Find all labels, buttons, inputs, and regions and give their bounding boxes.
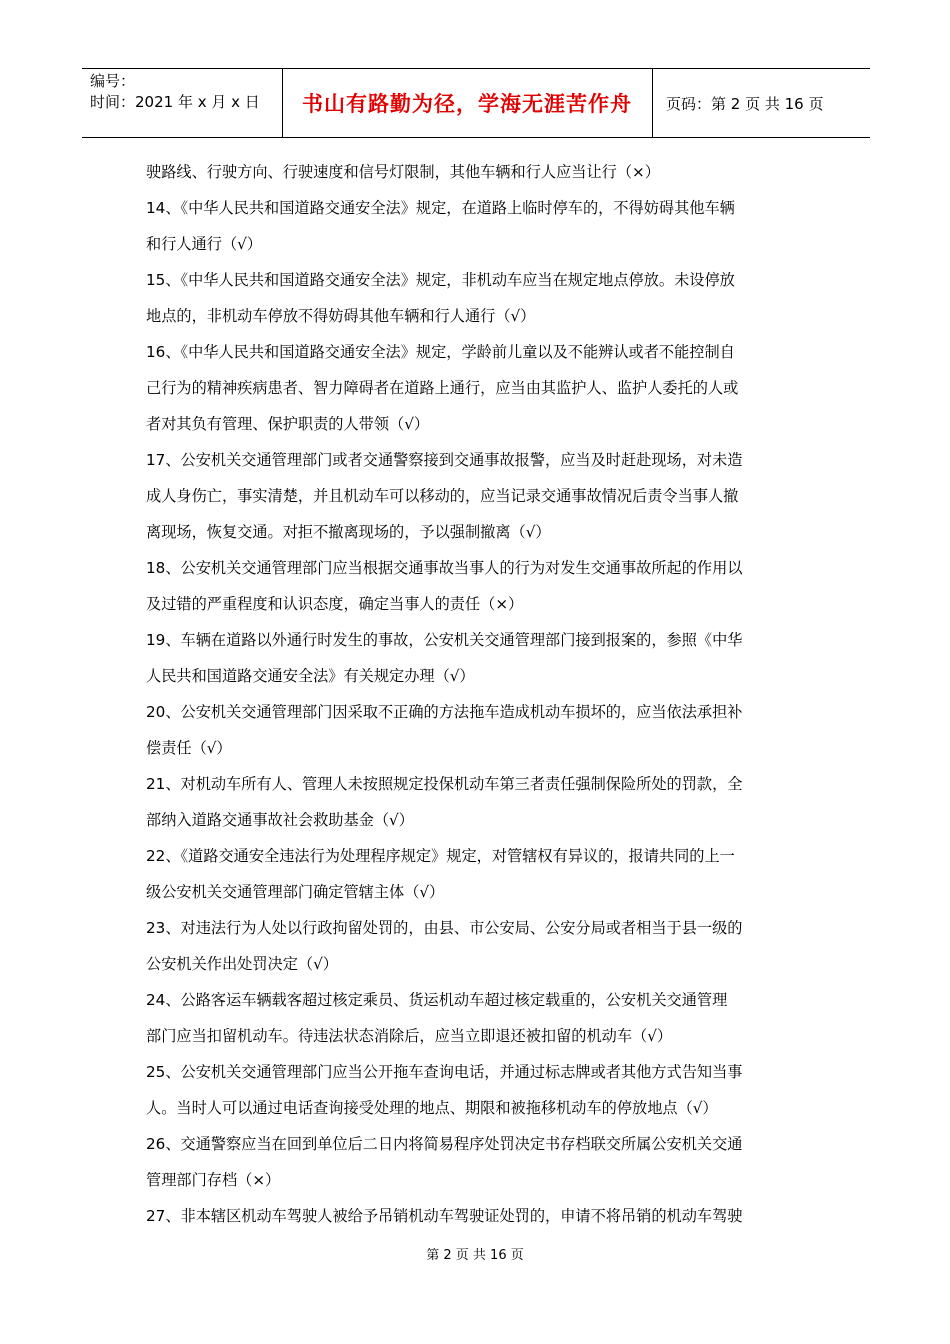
text-line: 18、公安机关交通管理部门应当根据交通事故当事人的行为对发生交通事故所起的作用以 (146, 559, 743, 577)
text-line: 驶路线、行驶方向、行驶速度和信号灯限制，其他车辆和行人应当让行（×） (146, 163, 660, 181)
text-line: 己行为的精神疾病患者、智力障碍者在道路上通行，应当由其监护人、监护人委托的人或 (146, 379, 739, 397)
text-line: 17、公安机关交通管理部门或者交通警察接到交通事故报警，应当及时赶赴现场，对未造 (146, 451, 743, 469)
text-line: 15、《中华人民共和国道路交通安全法》规定，非机动车应当在规定地点停放。未设停放 (146, 271, 735, 289)
header-meta (90, 71, 260, 113)
time-label: 时间：2021 年 x 月 x 日 (90, 93, 260, 111)
text-line: 23、对违法行为人处以行政拘留处罚的，由县、市公安局、公安分局或者相当于县一级的 (146, 919, 743, 937)
text-line: 部纳入道路交通事故社会救助基金（√） (146, 811, 414, 829)
header-page-info: 页码：第 2 页 共 16 页 (666, 94, 824, 113)
text-line: 偿责任（√） (146, 739, 232, 757)
text-line: 离现场，恢复交通。对拒不撤离现场的，予以强制撤离（√） (146, 523, 551, 541)
text-line: 人民共和国道路交通安全法》有关规定办理（√） (146, 667, 475, 685)
text-line: 成人身伤亡，事实清楚，并且机动车可以移动的，应当记录交通事故情况后责令当事人撤 (146, 487, 739, 505)
header-divider-right (652, 69, 653, 137)
document-body (146, 154, 808, 1234)
text-line: 16、《中华人民共和国道路交通安全法》规定，学龄前儿童以及不能辨认或者不能控制自 (146, 343, 735, 361)
text-line: 19、车辆在道路以外通行时发生的事故，公安机关交通管理部门接到报案的，参照《中华 (146, 631, 743, 649)
text-line: 27、非本辖区机动车驾驶人被给予吊销机动车驾驶证处罚的，申请不将吊销的机动车驾驶 (146, 1207, 743, 1225)
number-label: 编号： (90, 72, 136, 90)
page-header (82, 68, 870, 138)
text-line: 管理部门存档（×） (146, 1171, 281, 1189)
text-line: 地点的，非机动车停放不得妨碍其他车辆和行人通行（√） (146, 307, 536, 325)
text-line: 公安机关作出处罚决定（√） (146, 955, 338, 973)
text-line: 人。当时人可以通过电话查询接受处理的地点、期限和被拖移机动车的停放地点（√） (146, 1099, 718, 1117)
text-line: 及过错的严重程度和认识态度，确定当事人的责任（×） (146, 595, 524, 613)
text-line: 25、公安机关交通管理部门应当公开拖车查询电话，并通过标志牌或者其他方式告知当事 (146, 1063, 743, 1081)
page-footer: 第 2 页 共 16 页 (426, 1248, 524, 1263)
header-motto: 书山有路勤为径，学海无涯苦作舟 (302, 92, 632, 116)
text-line: 20、公安机关交通管理部门因采取不正确的方法拖车造成机动车损坏的，应当依法承担补 (146, 703, 743, 721)
text-line: 级公安机关交通管理部门确定管辖主体（√） (146, 883, 445, 901)
text-line: 部门应当扣留机动车。待违法状态消除后，应当立即退还被扣留的机动车（√） (146, 1027, 673, 1045)
text-line: 24、公路客运车辆载客超过核定乘员、货运机动车超过核定载重的，公安机关交通管理 (146, 991, 728, 1009)
text-line: 22、《道路交通安全违法行为处理程序规定》规定，对管辖权有异议的，报请共同的上一 (146, 847, 735, 865)
text-line: 14、《中华人民共和国道路交通安全法》规定，在道路上临时停车的，不得妨碍其他车辆 (146, 199, 735, 217)
text-line: 21、对机动车所有人、管理人未按照规定投保机动车第三者责任强制保险所处的罚款，全 (146, 775, 743, 793)
text-line: 者对其负有管理、保护职责的人带领（√） (146, 415, 430, 433)
text-line: 26、交通警察应当在回到单位后二日内将简易程序处罚决定书存档联交所属公安机关交通 (146, 1135, 743, 1153)
text-line: 和行人通行（√） (146, 235, 262, 253)
